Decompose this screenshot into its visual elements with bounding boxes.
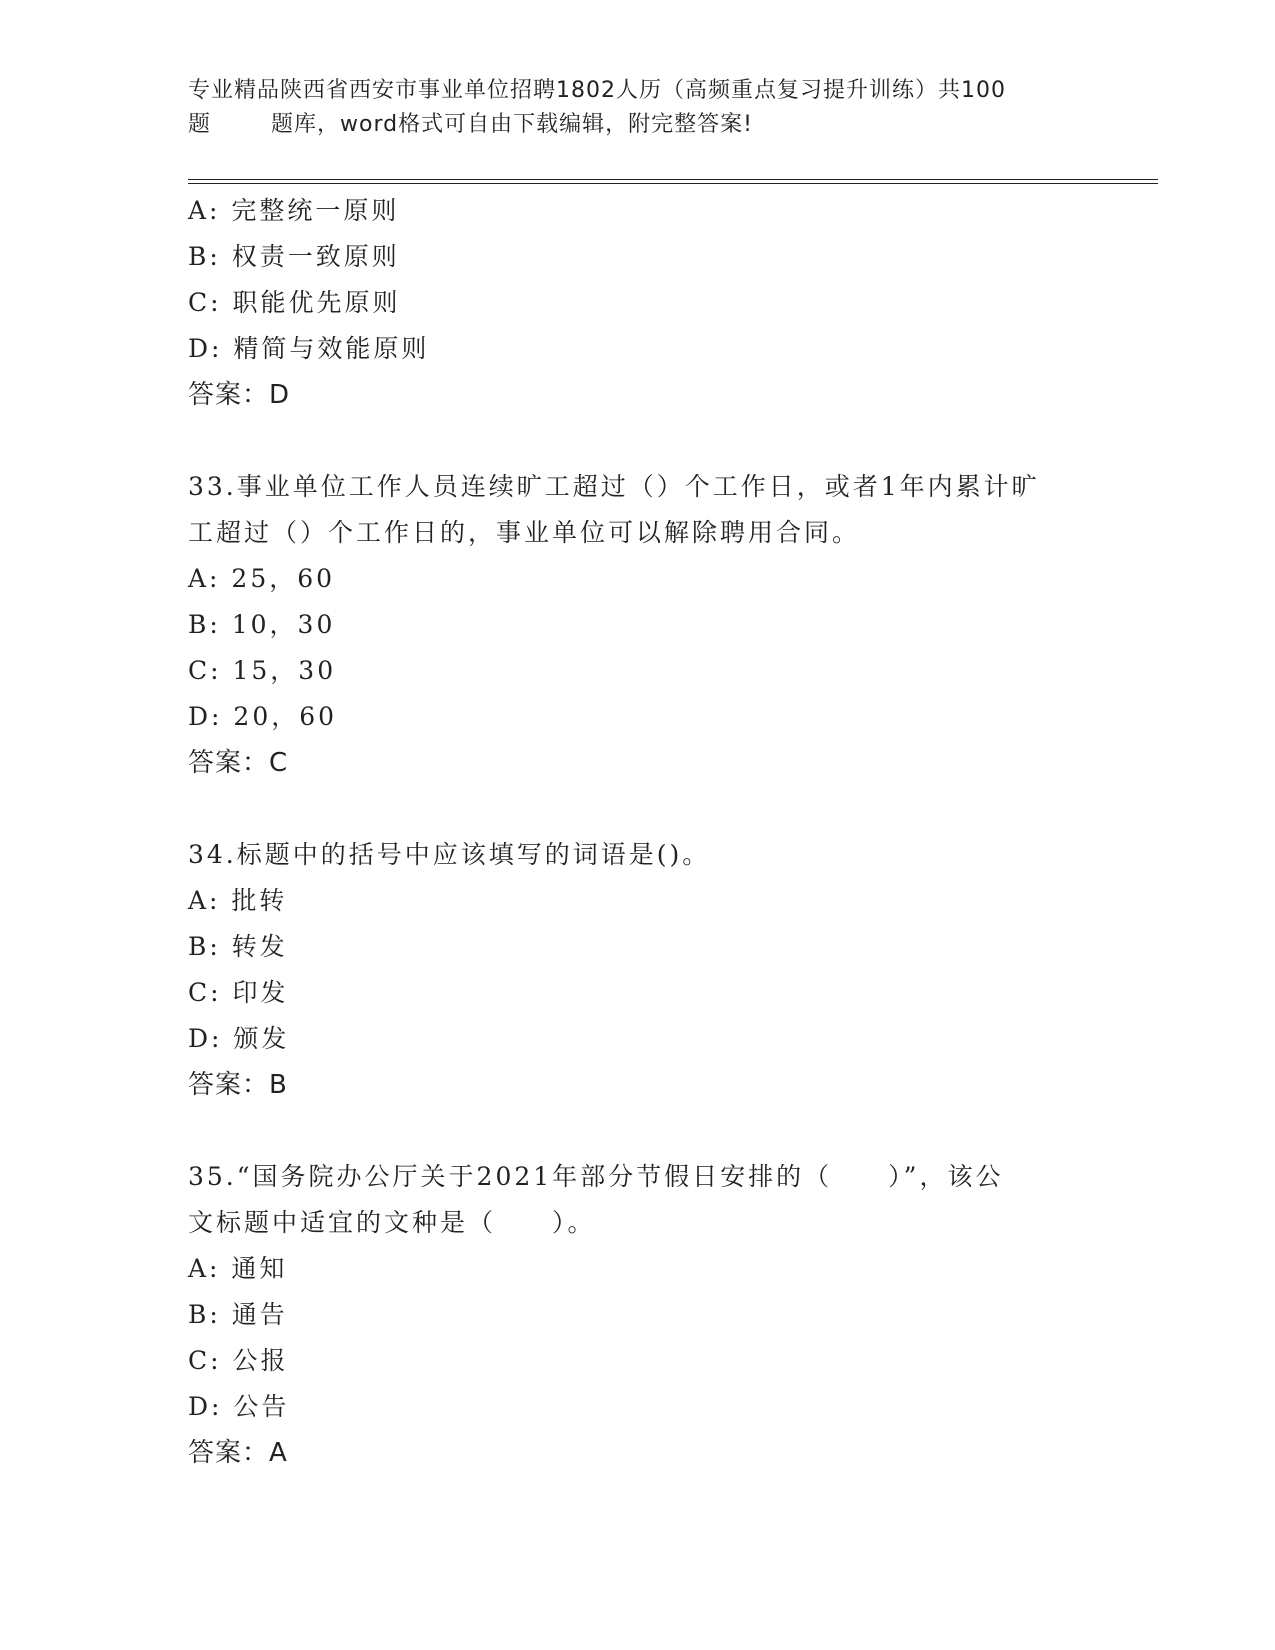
option-c: C: 公报 (188, 1346, 289, 1375)
option-c: C: 印发 (188, 978, 289, 1007)
document-header (188, 74, 1068, 142)
question-32 (188, 188, 1088, 418)
question-stem (188, 832, 1068, 878)
question-stem (188, 464, 1068, 556)
answer: 答案：C (188, 748, 289, 778)
option-d: D: 颁发 (188, 1024, 290, 1053)
question-stem-line-2: 文标题中适宜的文种是（ ）。 (188, 1208, 596, 1237)
option-d: D: 20，60 (188, 702, 338, 731)
header-title-line-2 (188, 108, 1068, 142)
option-b: B: 通告 (188, 1300, 288, 1329)
header-title-line-2-left: 题 (188, 112, 212, 137)
option-a: A: 完整统一原则 (188, 196, 400, 225)
option-a: A: 通知 (188, 1254, 288, 1283)
header-title-line-2-right: 题库，word格式可自由下载编辑，附完整答案! (271, 112, 753, 137)
header-divider-bottom (188, 183, 1158, 184)
question-33 (188, 464, 1088, 786)
option-b: B: 权责一致原则 (188, 242, 400, 271)
question-34 (188, 832, 1088, 1108)
answer: 答案：A (188, 1438, 288, 1468)
option-d: D: 精简与效能原则 (188, 334, 430, 363)
header-title-line-1: 专业精品陕西省西安市事业单位招聘1802人历（高频重点复习提升训练）共100 (188, 78, 1006, 103)
question-stem (188, 1154, 1068, 1246)
option-b: B: 转发 (188, 932, 288, 961)
option-c: C: 职能优先原则 (188, 288, 401, 317)
question-stem-line-1: 34.标题中的括号中应该填写的词语是()。 (188, 840, 711, 869)
option-d: D: 公告 (188, 1392, 290, 1421)
question-stem-line-1: 35.“国务院办公厅关于2021年部分节假日安排的（ ）”，该公 (188, 1162, 1004, 1191)
header-divider-top (188, 179, 1158, 180)
option-a: A: 25，60 (188, 564, 336, 593)
answer: 答案：B (188, 1070, 288, 1100)
question-35 (188, 1154, 1088, 1476)
question-stem-line-1: 33.事业单位工作人员连续旷工超过（）个工作日，或者1年内累计旷 (188, 472, 1040, 501)
question-list (188, 188, 1088, 1476)
option-b: B: 10，30 (188, 610, 336, 639)
option-c: C: 15，30 (188, 656, 337, 685)
answer: 答案：D (188, 380, 291, 410)
question-stem-line-2: 工超过（）个工作日的，事业单位可以解除聘用合同。 (188, 518, 861, 547)
option-a: A: 批转 (188, 886, 288, 915)
